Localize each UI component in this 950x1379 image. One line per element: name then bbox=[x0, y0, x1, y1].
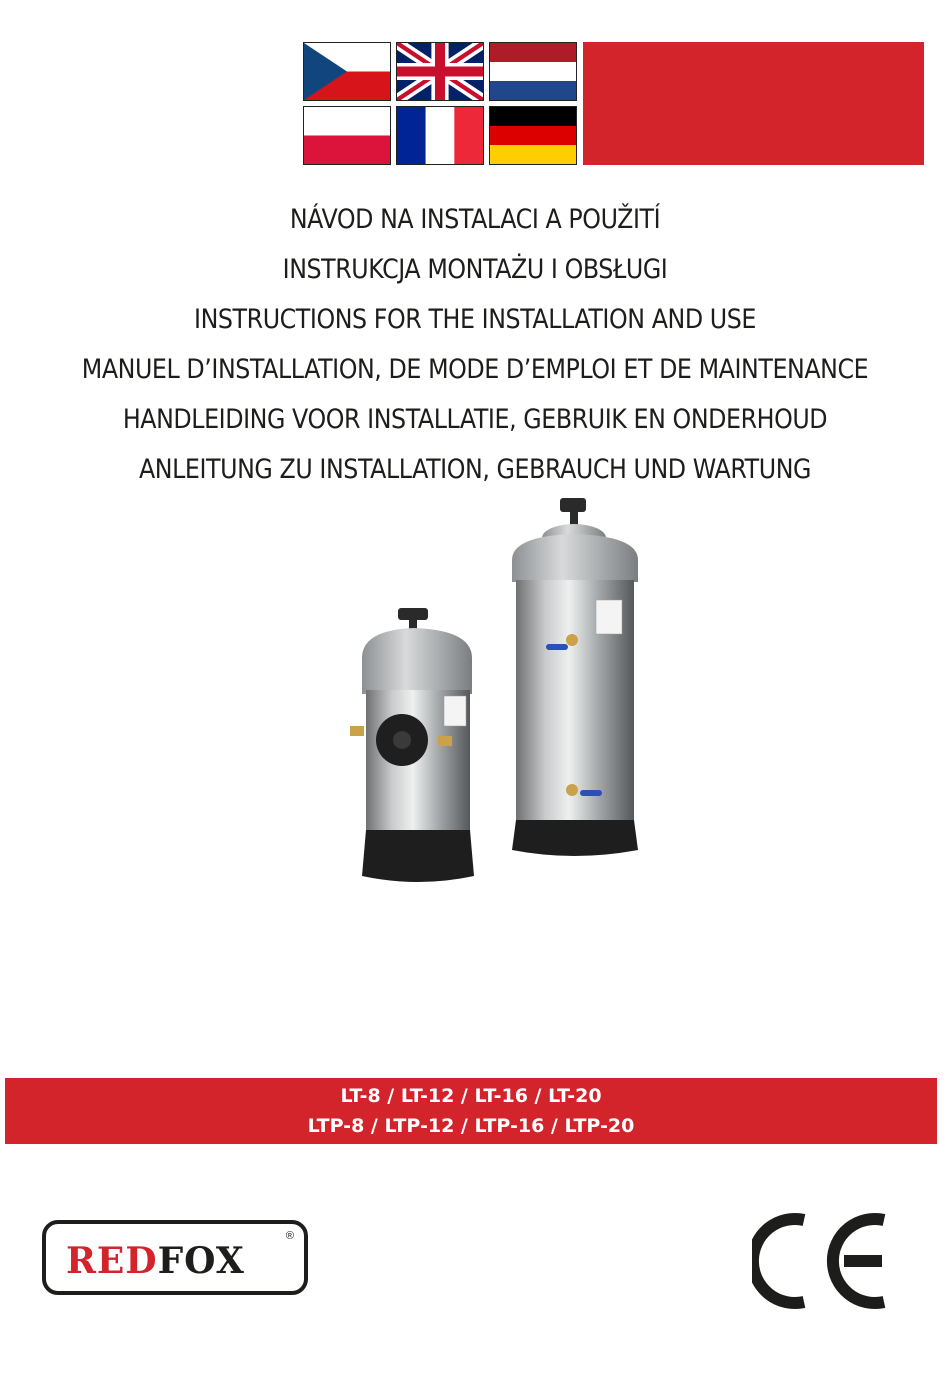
title-german: ANLEITUNG ZU INSTALLATION, GEBRAUCH UND WARTUNG bbox=[138, 454, 812, 485]
logo-fox-part: FOX bbox=[157, 1240, 245, 1282]
logo-wordmark bbox=[66, 1240, 245, 1282]
redfox-logo bbox=[42, 1220, 308, 1295]
water-softener-icon bbox=[340, 490, 660, 900]
title-english: INSTRUCTIONS FOR THE INSTALLATION AND USE bbox=[194, 304, 756, 335]
title-french: MANUEL D’INSTALLATION, DE MODE D’EMPLOI ET DE MAINTENANCE bbox=[81, 354, 869, 385]
title-czech: NÁVOD NA INSTALACI A POUŽITÍ bbox=[289, 204, 661, 235]
model-numbers-band bbox=[5, 1078, 937, 1144]
registered-mark: ® bbox=[285, 1230, 294, 1242]
model-list-ltp: LTP-8 / LTP-12 / LTP-16 / LTP-20 bbox=[307, 1115, 635, 1137]
language-flags bbox=[303, 42, 577, 165]
germany-flag-icon bbox=[489, 106, 577, 165]
logo-red-part: RED bbox=[66, 1240, 158, 1282]
title-dutch: HANDLEIDING VOOR INSTALLATIE, GEBRUIK EN ONDERHOUD bbox=[122, 404, 828, 435]
france-flag-icon bbox=[396, 106, 484, 165]
ce-mark-icon bbox=[752, 1212, 892, 1310]
poland-flag-icon bbox=[303, 106, 391, 165]
top-red-banner bbox=[583, 42, 924, 165]
model-list-lt: LT-8 / LT-12 / LT-16 / LT-20 bbox=[340, 1085, 602, 1107]
netherlands-flag-icon bbox=[489, 42, 577, 101]
czech-flag-icon bbox=[303, 42, 391, 101]
document-titles bbox=[0, 195, 950, 495]
uk-flag-icon bbox=[396, 42, 484, 101]
title-polish: INSTRUKCJA MONTAŻU I OBSŁUGI bbox=[282, 254, 668, 285]
